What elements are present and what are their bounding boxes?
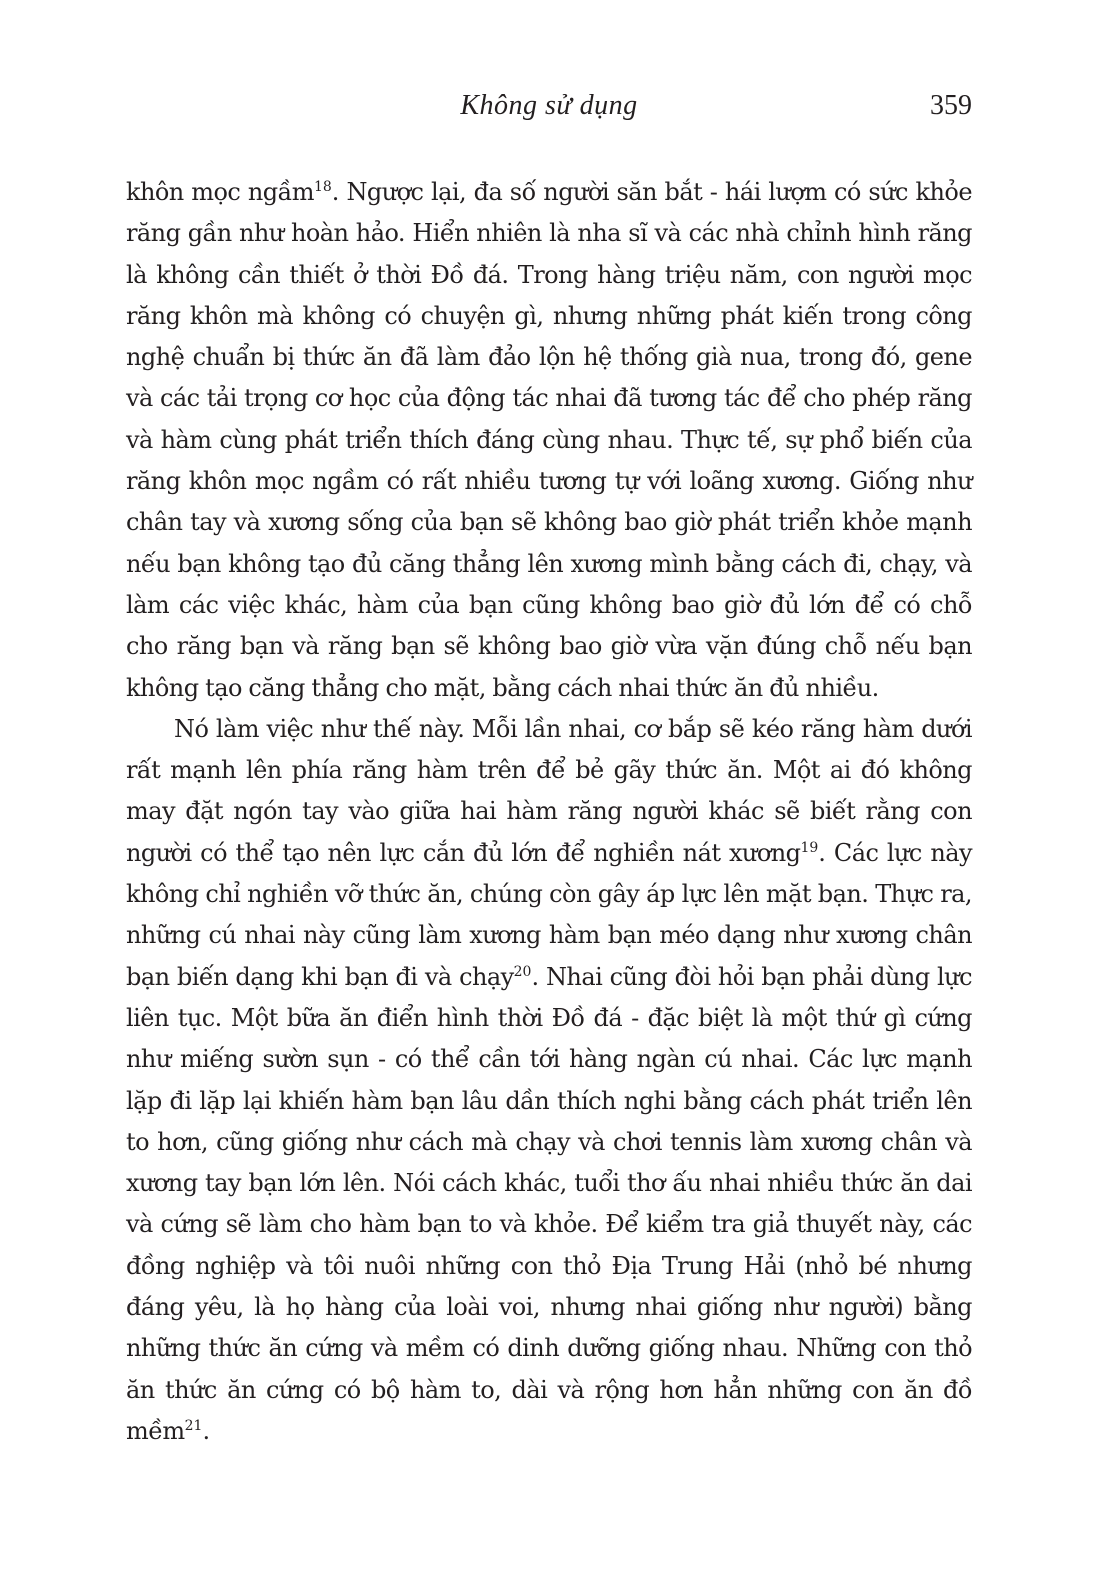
paragraph: [126, 709, 972, 1452]
footnote-marker: 18: [313, 179, 332, 195]
paragraph-text: . Ngược lại, đa số người săn bắt - hái lượm có sức khỏe răng gần như hoàn hảo. Hiển nhiên là nha sĩ và các nhà chỉnh hình răng là không cần thiết ở thời Đồ đá. Trong hàng triệu năm, con người mọc răng khôn mà không có chuyện gì, nhưng những phát kiến trong công nghệ chuẩn bị thức ăn đã làm đảo lộn hệ thống già nua, trong đó, gene và các tải trọng cơ học của động tác nhai đã tương tác để cho phép răng và hàm cùng phát triển thích đáng cùng nhau. Thực tế, sự phổ biến của răng khôn mọc ngầm có rất nhiều tương tự với loãng xương. Giống như chân tay và xương sống của bạn sẽ không bao giờ phát triển khỏe mạnh nếu bạn không tạo đủ căng thẳng lên xương mình bằng cách đi, chạy, và làm các việc khác, hàm của bạn cũng không bao giờ đủ lớn để có chỗ cho răng bạn và răng bạn sẽ không bao giờ vừa vặn đúng chỗ nếu bạn không tạo căng thẳng cho mặt, bằng cách nhai thức ăn đủ nhiều.: [126, 178, 972, 702]
paragraph-text: . Nhai cũng đòi hỏi bạn phải dùng lực liên tục. Một bữa ăn điển hình thời Đồ đá - đặc biệt là một thứ gì cứng như miếng sườn sụn - có thể cần tới hàng ngàn cú nhai. Các lực mạnh lặp đi lặp lại khiến hàm bạn lâu dần thích nghi bằng cách phát triển lên to hơn, cũng giống như cách mà chạy và chơi tennis làm xương chân và xương tay bạn lớn lên. Nói cách khác, tuổi thơ ấu nhai nhiều thức ăn dai và cứng sẽ làm cho hàm bạn to và khỏe. Để kiểm tra giả thuyết này, các đồng nghiệp và tôi nuôi những con thỏ Địa Trung Hải (nhỏ bé nhưng đáng yêu, là họ hàng của loài voi, nhưng nhai giống như người) bằng những thức ăn cứng và mềm có dinh dưỡng giống nhau. Những con thỏ ăn thức ăn cứng có bộ hàm to, dài và rộng hơn hẳn những con ăn đồ mềm: [126, 962, 972, 1445]
paragraph-text: khôn mọc ngầm: [126, 178, 314, 206]
body-text: [126, 172, 972, 1452]
page-number: 359: [930, 90, 972, 121]
footnote-marker: 20: [513, 963, 532, 980]
running-header: [126, 84, 972, 128]
paragraph-text: . Các lực này không chỉ nghiền vỡ thức ăn, chúng còn gây áp lực lên mặt bạn. Thực ra, những cú nhai này cũng làm xương hàm bạn méo dạng như xương chân bạn biến dạng khi bạn đi và chạy: [126, 838, 972, 991]
paragraph-text: Nó làm việc như thế này. Mỗi lần nhai, cơ bắp sẽ kéo răng hàm dưới rất mạnh lên phía răng hàm trên để bẻ gãy thức ăn. Một ai đó không may đặt ngón tay vào giữa hai hàm răng người khác sẽ biết rằng con người có thể tạo nên lực cắn đủ lớn để nghiền nát xương: [126, 714, 972, 867]
footnote-marker: 21: [184, 1417, 203, 1434]
paragraph-text: .: [202, 1416, 210, 1445]
paragraph: [126, 172, 972, 709]
footnote-marker: 19: [800, 839, 819, 856]
running-title: Không sử dụng: [460, 90, 638, 121]
